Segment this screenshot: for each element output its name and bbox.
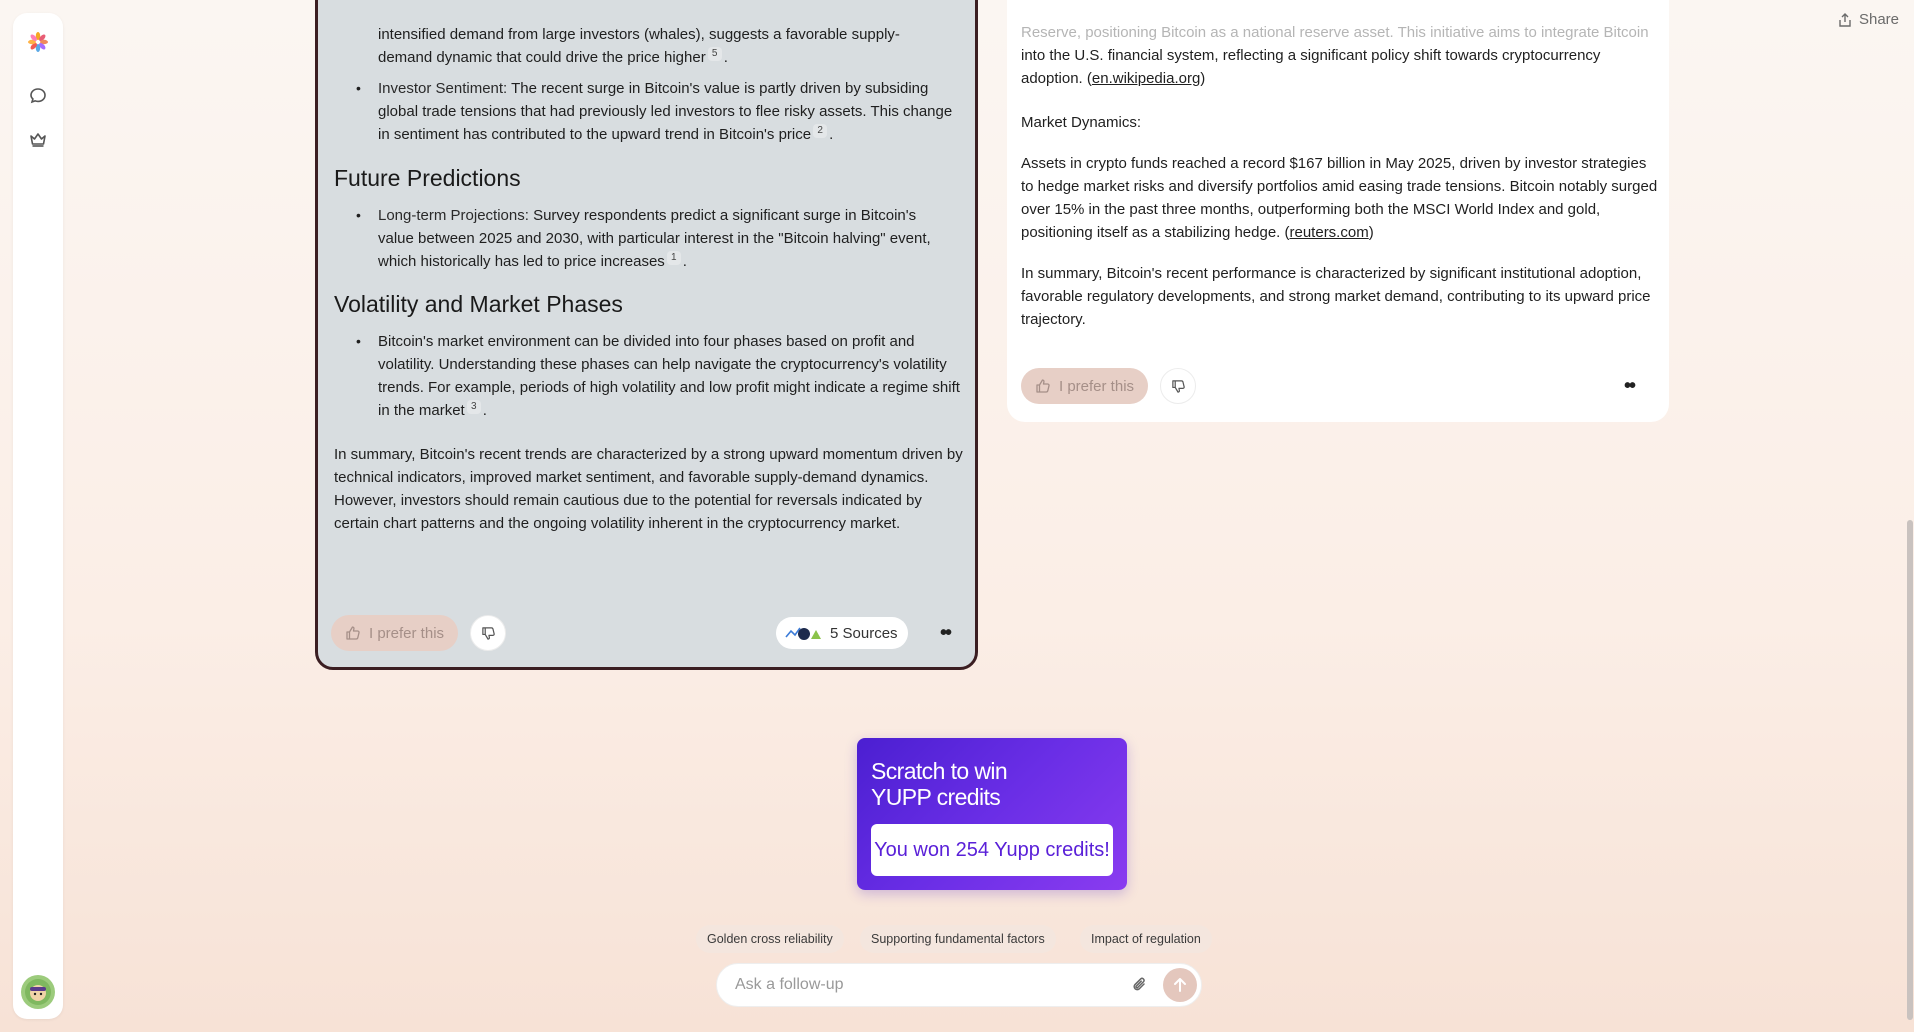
faded-paragraph xyxy=(1021,21,1661,44)
list-item-lead: Long-term Projections: xyxy=(378,207,529,224)
suggestion-chip[interactable]: Supporting fundamental factors xyxy=(860,925,1056,953)
chat-icon[interactable] xyxy=(25,83,51,109)
sidebar xyxy=(13,13,63,1019)
citation-badge[interactable]: 1 xyxy=(667,251,681,265)
source-link-reuters[interactable]: reuters.com xyxy=(1289,224,1369,241)
paperclip-icon[interactable] xyxy=(1129,974,1151,996)
scrollbar-thumb[interactable] xyxy=(1907,520,1913,1020)
citation-badge[interactable]: 2 xyxy=(813,124,827,138)
follow-up-input[interactable] xyxy=(735,964,1115,1006)
avatar[interactable] xyxy=(21,975,55,1009)
response-card-left xyxy=(315,0,978,670)
list-item: intensified demand from large investors (whales), suggests a favorable supply-demand dynamic that could drive the price higher 5 . xyxy=(378,26,900,66)
arrow-up-icon xyxy=(1171,976,1189,994)
composer xyxy=(716,963,1202,1007)
list-item-text: Bitcoin's market environment can be divided into four phases based on profit and volatility. Understanding these phases can help navigate the cryptocurrency's volatility trends. For example, periods of high volatility and low profit might indicate a regime shift in the market xyxy=(378,333,960,419)
response-card-right xyxy=(1007,0,1669,422)
list-item-text: Survey respondents predict a significant surge in Bitcoin's value between 2025 and 2030, with particular interest in the "Bitcoin halving" event, which historically has led to price increases xyxy=(378,207,931,270)
section-heading: Market Dynamics: xyxy=(1021,114,1142,131)
list-item-lead: Investor Sentiment: xyxy=(378,80,508,97)
summary-paragraph: In summary, Bitcoin's recent trends are characterized by a strong upward momentum driven by technical indicators, improved market sentiment, and favorable supply-demand dynamics. However, investors should remain cautious due to the potential for reversals indicated by certain chart patterns and the ongoing volatility inherent in the cryptocurrency market. xyxy=(334,446,963,532)
summary-paragraph: In summary, Bitcoin's recent performance is characterized by significant institutional adoption, favorable regulatory developments, and strong market demand, contributing to its upward price trajectory. xyxy=(1021,265,1651,328)
prefer-button[interactable] xyxy=(331,615,458,651)
suggestion-chip[interactable]: Golden cross reliability xyxy=(696,925,844,953)
dislike-button[interactable] xyxy=(1160,368,1196,404)
faded-text: Reserve, positioning Bitcoin as a national reserve asset. This initiative aims to integrate Bitcoin xyxy=(1021,24,1649,41)
paragraph-text: Assets in crypto funds reached a record $167 billion in May 2025, driven by investor strategies to hedge market risks and diversify portfolios amid easing trade tensions. Bitcoin notably surged over 15% in the past three months, outperforming both the MSCI World Index and gold, positioning itself as a stabilizing hedge. ( xyxy=(1021,155,1658,241)
scratch-title: Scratch to win YUPP credits xyxy=(871,758,1008,810)
scratch-result: You won 254 Yupp credits! xyxy=(871,824,1113,876)
scrollbar[interactable] xyxy=(1906,0,1914,1032)
citation-badge[interactable]: 5 xyxy=(708,47,722,61)
prefer-label: I prefer this xyxy=(1059,377,1135,395)
prefer-label: I prefer this xyxy=(369,624,445,642)
thumbs-down-icon xyxy=(1171,379,1186,394)
list-item: • Bitcoin's market environment can be divided into four phases based on profit and volatility. Understanding these phases can help navigate the cryptocurrency's volatility trends. For example, periods of high volatility and low profit might indicate a regime shift in the market 3 . xyxy=(334,330,964,422)
section-heading: Volatility and Market Phases xyxy=(334,291,623,317)
suggestion-chip[interactable]: Impact of regulation xyxy=(1080,925,1212,953)
thumbs-up-icon xyxy=(1035,378,1051,394)
list-item-text: The recent surge in Bitcoin's value is partly driven by subsiding global trade tensions that had previously led investors to flee risky assets. This change in sentiment has contributed to the upward trend in Bitcoin's price xyxy=(378,80,953,143)
send-button[interactable] xyxy=(1163,968,1197,1002)
list-item-text: intensified demand from large investors (whales), suggests a favorable supply-demand dynamic that could drive the price higher xyxy=(378,26,900,66)
prefer-button[interactable] xyxy=(1021,368,1148,404)
dislike-button[interactable] xyxy=(470,615,506,651)
paragraph: into the U.S. financial system, reflecting a significant policy shift towards cryptocurrency adoption. (en.wikipedia.org) xyxy=(1021,47,1601,87)
share-icon xyxy=(1837,12,1853,28)
citation-badge[interactable]: 3 xyxy=(467,400,481,414)
source-favicons-icon xyxy=(784,624,824,642)
paragraph: Assets in crypto funds reached a record $167 billion in May 2025, driven by investor strategies to hedge market risks and diversify portfolios amid easing trade tensions. Bitcoin notably surged over 15% in the past three months, outperforming both the MSCI World Index and gold, positioning itself as a stabilizing hedge. (reuters.com) xyxy=(1021,155,1658,241)
share-button[interactable] xyxy=(1837,11,1899,28)
sources-button[interactable] xyxy=(776,617,908,649)
scratch-card[interactable] xyxy=(857,738,1127,890)
thumbs-up-icon xyxy=(345,625,361,641)
more-options-icon[interactable]: •• xyxy=(939,621,950,644)
source-link-wikipedia[interactable]: en.wikipedia.org xyxy=(1091,70,1201,87)
section-heading: Future Predictions xyxy=(334,165,521,191)
crown-icon[interactable] xyxy=(25,126,51,152)
paragraph-text: into the U.S. financial system, reflecting a significant policy shift towards cryptocurrency adoption. ( xyxy=(1021,47,1601,87)
more-options-icon[interactable]: •• xyxy=(1623,374,1634,397)
list-item: • Long-term Projections: Survey respondents predict a significant surge in Bitcoin's value between 2025 and 2030, with particular interest in the "Bitcoin halving" event, which historically has led to price increases 1 . xyxy=(334,204,954,273)
list-item: • Investor Sentiment: The recent surge in Bitcoin's value is partly driven by subsiding global trade tensions that had previously led investors to flee risky assets. This change in sentiment has contributed to the upward trend in Bitcoin's price 2 . xyxy=(334,77,954,146)
share-label: Share xyxy=(1858,11,1899,28)
thumbs-down-icon xyxy=(481,626,496,641)
logo-icon[interactable] xyxy=(25,29,51,55)
sources-label: 5 Sources xyxy=(830,624,898,642)
